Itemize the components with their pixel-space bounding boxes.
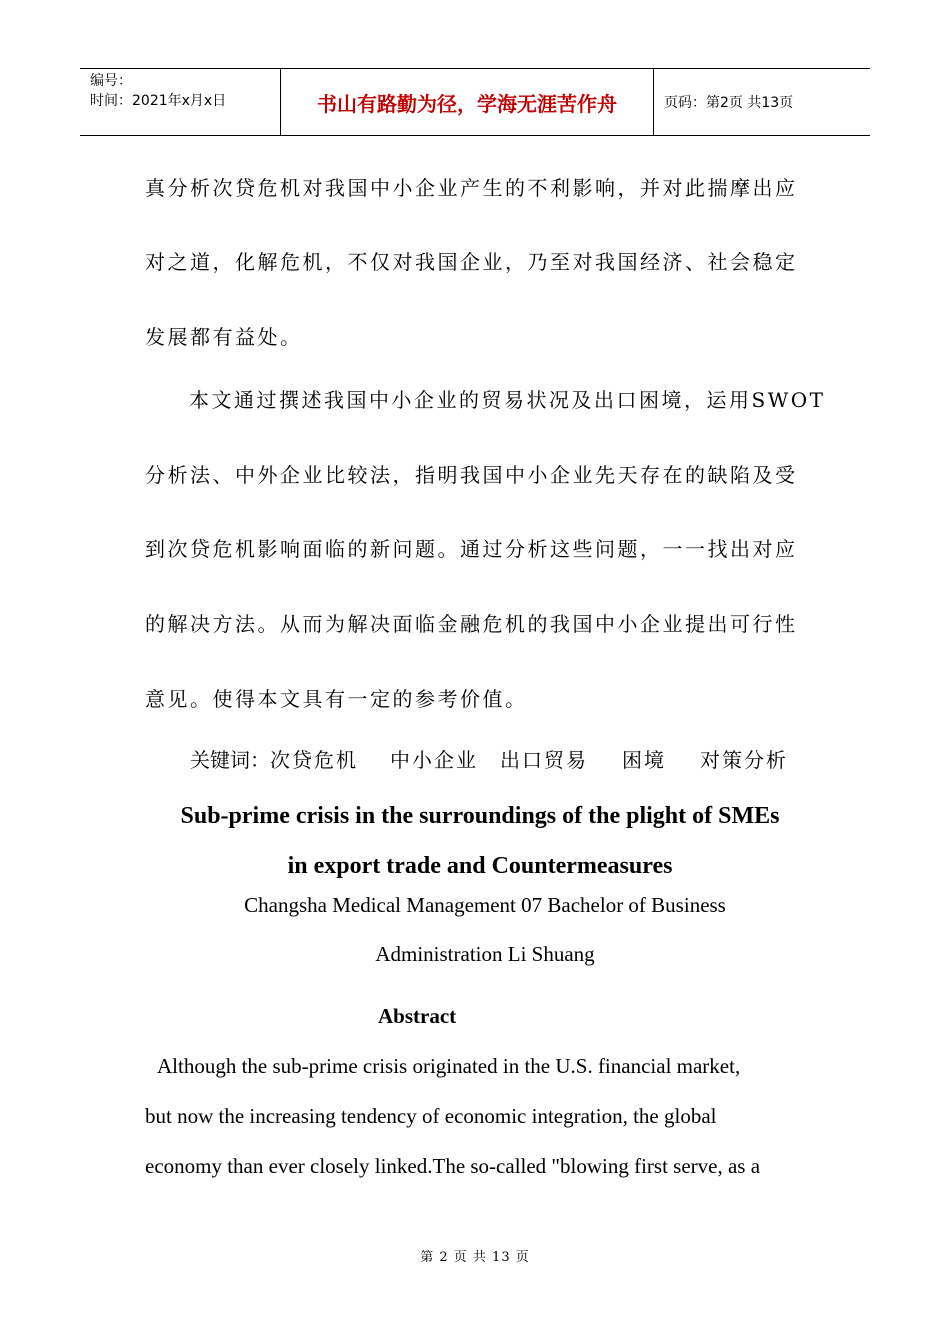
abstract-line: but now the increasing tendency of economic integration, the global bbox=[145, 1104, 717, 1128]
english-title-line: Sub-prime crisis in the surroundings of the plight of SMEs bbox=[180, 803, 780, 829]
document-number: 编号： bbox=[90, 73, 132, 89]
abstract-heading: Abstract bbox=[378, 1004, 457, 1028]
author-line: Changsha Medical Management 07 Bachelor of Business bbox=[244, 893, 726, 917]
keyword: 中小企业 bbox=[390, 748, 478, 772]
document-time: 时间：2021年x月x日 bbox=[90, 93, 227, 109]
chinese-paragraph-line: 到次贷危机影响面临的新问题。通过分析这些问题，一一找出对应 bbox=[145, 537, 798, 561]
chinese-paragraph-line: 意见。使得本文具有一定的参考价值。 bbox=[145, 687, 528, 711]
keyword: 困境 bbox=[622, 748, 666, 772]
abstract-line: Although the sub-prime crisis originated in the U.S. financial market, bbox=[157, 1054, 741, 1078]
header-meta bbox=[80, 69, 281, 135]
keyword: 出口贸易 bbox=[500, 748, 588, 772]
author-line: Administration Li Shuang bbox=[375, 942, 595, 966]
abstract-line: economy than ever closely linked.The so-called "blowing first serve, as a bbox=[145, 1154, 761, 1178]
header-motto: 书山有路勤为径，学海无涯苦作舟 bbox=[281, 69, 654, 135]
chinese-paragraph-line: 分析法、中外企业比较法，指明我国中小企业先天存在的缺陷及受 bbox=[145, 463, 798, 487]
keywords-label: 关键词： bbox=[190, 748, 270, 772]
chinese-paragraph-line: 本文通过撰述我国中小企业的贸易状况及出口困境，运用SWOT bbox=[189, 388, 826, 412]
keyword: 对策分析 bbox=[700, 748, 788, 772]
chinese-paragraph-line: 真分析次贷危机对我国中小企业产生的不利影响，并对此揣摩出应 bbox=[145, 176, 798, 200]
keyword: 次贷危机 bbox=[270, 748, 358, 772]
header-page-number: 页码：第2页 共13页 bbox=[664, 95, 794, 111]
page-footer: 第 2 页 共 13 页 bbox=[420, 1250, 530, 1265]
keywords-line bbox=[190, 744, 788, 773]
chinese-paragraph-line: 的解决方法。从而为解决面临金融危机的我国中小企业提出可行性 bbox=[145, 612, 798, 636]
page-header bbox=[80, 68, 870, 136]
chinese-paragraph-line: 发展都有益处。 bbox=[145, 325, 303, 349]
english-title-line: in export trade and Countermeasures bbox=[287, 853, 673, 879]
chinese-paragraph-line: 对之道，化解危机，不仅对我国企业，乃至对我国经济、社会稳定 bbox=[145, 250, 798, 274]
